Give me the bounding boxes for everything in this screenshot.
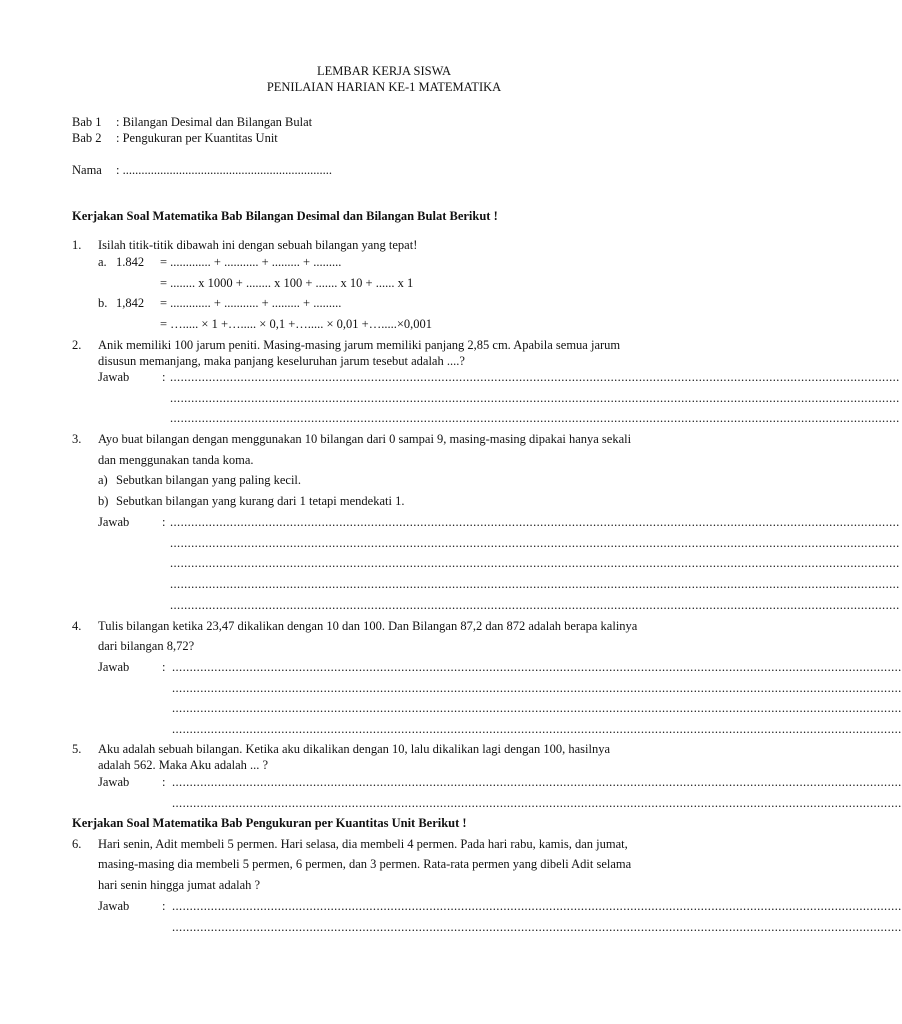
section2-heading: Kerjakan Soal Matematika Bab Pengukuran per Kuantitas Unit Berikut ! [72, 816, 467, 830]
q2-answer-colon: : [162, 370, 166, 384]
q4-line-2: dari bilangan 8,72? [98, 639, 195, 653]
q5-answer-line-2[interactable]: ............................................................................................................................................................................................................... [172, 796, 902, 810]
q3-a-text: Sebutkan bilangan yang paling kecil. [116, 473, 302, 487]
q1-number: 1. [72, 238, 82, 252]
bab2-value: : Pengukuran per Kuantitas Unit [116, 131, 278, 145]
bab1-label: Bab 1 [72, 115, 102, 129]
q3-number: 3. [72, 432, 82, 446]
q6-line-2: masing-masing dia membeli 5 permen, 6 permen, dan 3 permen. Rata-rata permen yang dibeli Adit selama [98, 857, 632, 871]
q3-answer-line-1[interactable]: ............................................................................................................................................................................................................... [170, 515, 900, 529]
q5-line-1: Aku adalah sebuah bilangan. Ketika aku dikalikan dengan 10, lalu dikalikan lagi dengan 100, hasilnya [98, 742, 611, 756]
q1-a-label: a. [98, 255, 107, 269]
q2-line-2: disusun memanjang, maka panjang keseluruhan jarum tesebut adalah ....? [98, 354, 465, 368]
q2-number: 2. [72, 338, 82, 352]
q4-answer-line-2[interactable]: ............................................................................................................................................................................................................... [172, 681, 902, 695]
q4-answer-line-3[interactable]: ............................................................................................................................................................................................................... [172, 701, 902, 715]
q6-answer-line-2[interactable]: ............................................................................................................................................................................................................... [172, 920, 902, 934]
q4-answer-line-1[interactable]: ............................................................................................................................................................................................................... [172, 660, 902, 674]
title-line-2: PENILAIAN HARIAN KE-1 MATEMATIKA [266, 80, 502, 94]
q5-answer-line-1[interactable]: ............................................................................................................................................................................................................... [172, 775, 902, 789]
q3-a-label: a) [98, 473, 108, 487]
q5-answer-colon: : [162, 775, 166, 789]
q2-line-1: Anik memiliki 100 jarum peniti. Masing-masing jarum memiliki panjang 2,85 cm. Apabila semua jarum [98, 338, 621, 352]
nama-label: Nama [72, 163, 102, 177]
bab2-label: Bab 2 [72, 131, 102, 145]
q6-answer-line-1[interactable]: ............................................................................................................................................................................................................... [172, 899, 902, 913]
q2-answer-line-1[interactable]: ............................................................................................................................................................................................................... [170, 370, 900, 384]
q3-line-1: Ayo buat bilangan dengan menggunakan 10 bilangan dari 0 sampai 9, masing-masing dipakai hanya sekali [98, 432, 632, 446]
q3-b-text: Sebutkan bilangan yang kurang dari 1 tetapi mendekati 1. [116, 494, 405, 508]
title-line-1: LEMBAR KERJA SISWA [316, 64, 452, 78]
q1-b-number: 1,842 [116, 296, 145, 310]
q2-answer-line-3[interactable]: ............................................................................................................................................................................................................... [170, 411, 900, 425]
q1-text: Isilah titik-titik dibawah ini dengan sebuah bilangan yang tepat! [98, 238, 418, 252]
q3-answer-line-5[interactable]: ............................................................................................................................................................................................................... [170, 598, 900, 612]
q1-b-label: b. [98, 296, 108, 310]
q4-line-1: Tulis bilangan ketika 23,47 dikalikan dengan 10 dan 100. Dan Bilangan 87,2 dan 872 adalah berapa kalinya [98, 619, 638, 633]
q5-answer-label: Jawab [98, 775, 130, 789]
q4-number: 4. [72, 619, 82, 633]
section1-heading: Kerjakan Soal Matematika Bab Bilangan Desimal dan Bilangan Bulat Berikut ! [72, 209, 498, 223]
q1-b-line1[interactable]: = ............. + ........... + ......... + ......... [160, 296, 342, 310]
q5-line-2: adalah 562. Maka Aku adalah ... ? [98, 758, 269, 772]
q1-a-line1[interactable]: = ............. + ........... + ......... + ......... [160, 255, 342, 269]
q1-a-line2[interactable]: = ........ x 1000 + ........ x 100 + ....... x 10 + ...... x 1 [160, 276, 414, 290]
q2-answer-line-2[interactable]: ............................................................................................................................................................................................................... [170, 391, 900, 405]
nama-field[interactable]: : ................................................................... [116, 163, 332, 177]
q3-b-label: b) [98, 494, 109, 508]
q6-answer-label: Jawab [98, 899, 130, 913]
q4-answer-colon: : [162, 660, 166, 674]
q6-answer-colon: : [162, 899, 166, 913]
q3-answer-line-3[interactable]: ............................................................................................................................................................................................................... [170, 556, 900, 570]
q4-answer-line-4[interactable]: ............................................................................................................................................................................................................... [172, 722, 902, 736]
q6-line-3: hari senin hingga jumat adalah ? [98, 878, 261, 892]
q2-answer-label: Jawab [98, 370, 130, 384]
q6-number: 6. [72, 837, 82, 851]
q3-answer-colon: : [162, 515, 166, 529]
q6-line-1: Hari senin, Adit membeli 5 permen. Hari selasa, dia membeli 4 permen. Pada hari rabu, kamis, dan jumat, [98, 837, 628, 851]
q3-answer-line-4[interactable]: ............................................................................................................................................................................................................... [170, 577, 900, 591]
q3-line-2: dan menggunakan tanda koma. [98, 453, 254, 467]
q1-b-line2[interactable]: = …..... × 1 +…..... × 0,1 +…..... × 0,01 +….....×0,001 [160, 317, 433, 331]
q3-answer-line-2[interactable]: ............................................................................................................................................................................................................... [170, 536, 900, 550]
q1-a-number: 1.842 [116, 255, 145, 269]
bab1-value: : Bilangan Desimal dan Bilangan Bulat [116, 115, 313, 129]
q5-number: 5. [72, 742, 82, 756]
q3-answer-label: Jawab [98, 515, 130, 529]
q4-answer-label: Jawab [98, 660, 130, 674]
